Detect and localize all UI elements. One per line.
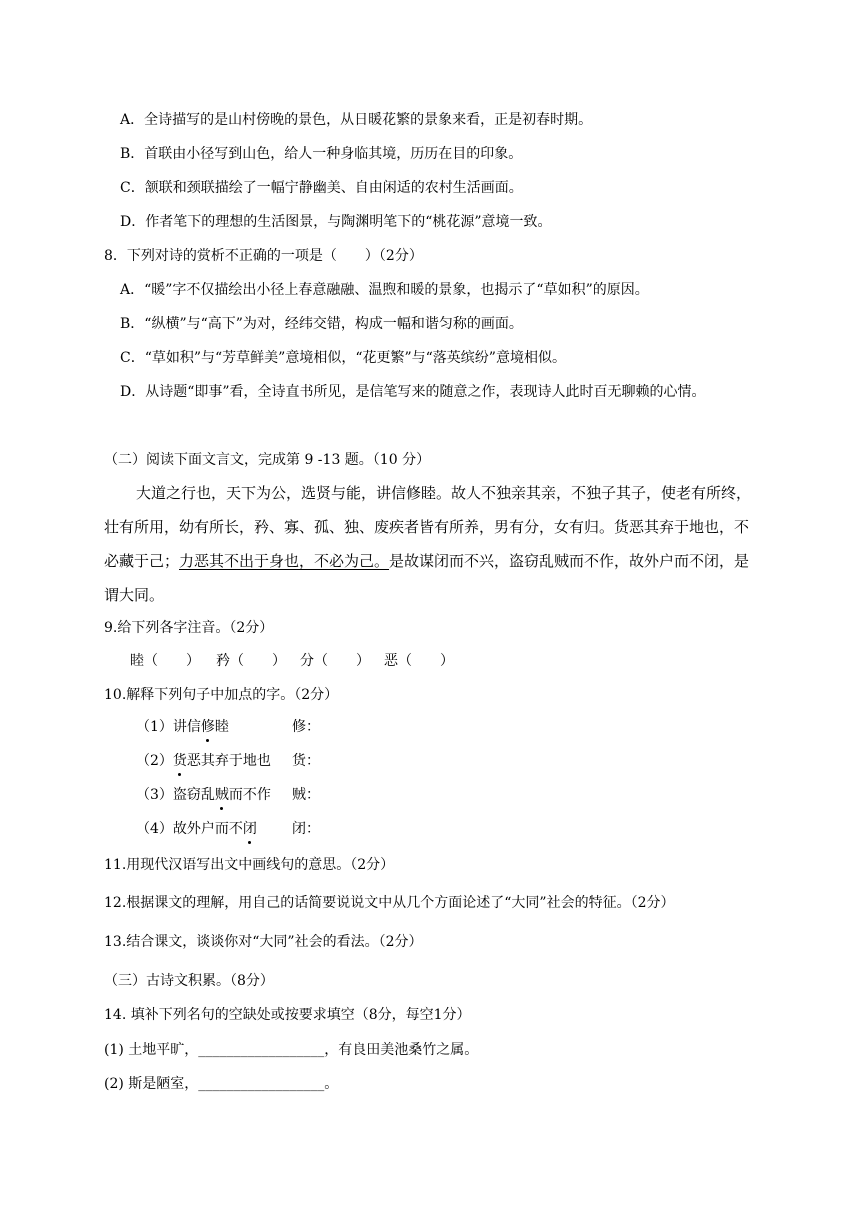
q10-item-number: （2）: [136, 753, 173, 769]
q10-item-text-pre: 故外户而不: [172, 821, 243, 837]
q10-item-3: [136, 785, 271, 805]
q8-stem: 8．下列对诗的赏析不正确的一项是（ ）（2分）: [104, 248, 423, 264]
q9-item-2: 矜（ ）: [216, 653, 286, 669]
q10-item-4-answer-label: 闭：: [292, 821, 320, 837]
q7-option-a: A．全诗描写的是山村傍晚的景色，从日暖花繁的景象来看，正是初春时期。: [120, 112, 593, 128]
q10-item-2: [136, 751, 271, 771]
q9-item-1: 睦（ ）: [130, 653, 200, 669]
q7-option-c: C．颔联和颈联描绘了一幅宁静幽美、自由闲适的农村生活画面。: [120, 180, 523, 196]
q10-item-4: [136, 819, 257, 839]
q10-item-3-answer-label: 贼：: [292, 787, 320, 803]
q14-blank-1: (1) 土地平旷，__________________，有良田美池桑竹之属。: [104, 1042, 479, 1058]
dotted-char: 闭: [242, 821, 257, 837]
q7-option-b: B．首联由小径写到山色，给人一种身临其境，历历在目的印象。: [120, 146, 523, 162]
dotted-char: 修: [200, 719, 215, 735]
q13-stem: 13.结合课文，谈谈你对“大同”社会的看法。（2分）: [104, 934, 423, 950]
passage-line-3-start: 必藏于己；: [104, 552, 180, 570]
q10-item-text-post: 恶其弃于地也: [186, 753, 271, 769]
passage-line-2: 壮有所用，幼有所长，矜、寡、孤、独、废疾者皆有所养，男有分，女有归。货恶其弃于地也，不: [104, 518, 750, 536]
q10-item-text-post: 而不作: [228, 787, 271, 803]
dotted-char: 贼: [214, 787, 229, 803]
passage-line-3-end: 是故谋闭而不兴，盗窃乱贼而不作，故外户而不闭，是: [389, 552, 750, 570]
section3-heading: （三）古诗文积累。（8分）: [104, 973, 274, 989]
q10-item-text-post: 睦: [214, 719, 229, 735]
q10-item-1-answer-label: 修：: [292, 719, 320, 735]
q14-blank-2: (2) 斯是陋室，__________________。: [104, 1076, 339, 1092]
passage-line-3: [104, 551, 749, 571]
q8-option-b: B．“纵横”与“高下”为对，经纬交错，构成一幅和谐匀称的画面。: [120, 316, 523, 332]
q9-item-3: 分（ ）: [300, 653, 370, 669]
q8-option-c: C．“草如积”与“芳草鲜美”意境相似，“花更繁”与“落英缤纷”意境相似。: [120, 350, 566, 366]
q11-stem: 11.用现代汉语写出文中画线句的意思。（2分）: [104, 857, 395, 873]
q10-item-1: [136, 717, 229, 737]
section2-heading: （二）阅读下面文言文，完成第 9 -13 题。（10 分）: [104, 452, 431, 468]
underlined-sentence: 力恶其不出于身也，不必为己。: [179, 552, 390, 570]
q10-item-number: （1）: [136, 719, 173, 735]
q10-item-2-answer-label: 货：: [292, 753, 320, 769]
q10-item-text-pre: 讲信: [172, 719, 201, 735]
q9-item-4: 恶（ ）: [384, 653, 454, 669]
q10-stem: 10.解释下列句子中加点的字。（2分）: [104, 687, 339, 703]
q14-stem: 14. 填补下列名句的空缺处或按要求填空（8分，每空1分）: [104, 1007, 471, 1023]
q7-option-d: D．作者笔下的理想的生活图景，与陶渊明笔下的“桃花源”意境一致。: [120, 214, 552, 230]
dotted-char: 货: [172, 753, 187, 769]
q12-stem: 12.根据课文的理解，用自己的话简要说说文中从几个方面论述了“大同”社会的特征。（2分）: [104, 895, 675, 911]
q10-item-number: （4）: [136, 821, 173, 837]
passage-line-4: 谓大同。: [104, 586, 165, 604]
q10-item-number: （3）: [136, 787, 173, 803]
q10-item-text-pre: 盗窃乱: [172, 787, 215, 803]
passage-line-1: 大道之行也，天下为公，选贤与能，讲信修睦。故人不独亲其亲，不独子其子，使老有所终，: [136, 484, 752, 502]
q9-stem: 9.给下列各字注音。（2分）: [104, 620, 274, 636]
q8-option-d: D．从诗题“即事”看，全诗直书所见，是信笔写来的随意之作，表现诗人此时百无聊赖的心情。: [120, 384, 706, 400]
q8-option-a: A．“暖”字不仅描绘出小径上春意融融、温煦和暖的景象，也揭示了“草如积”的原因。: [120, 282, 649, 298]
